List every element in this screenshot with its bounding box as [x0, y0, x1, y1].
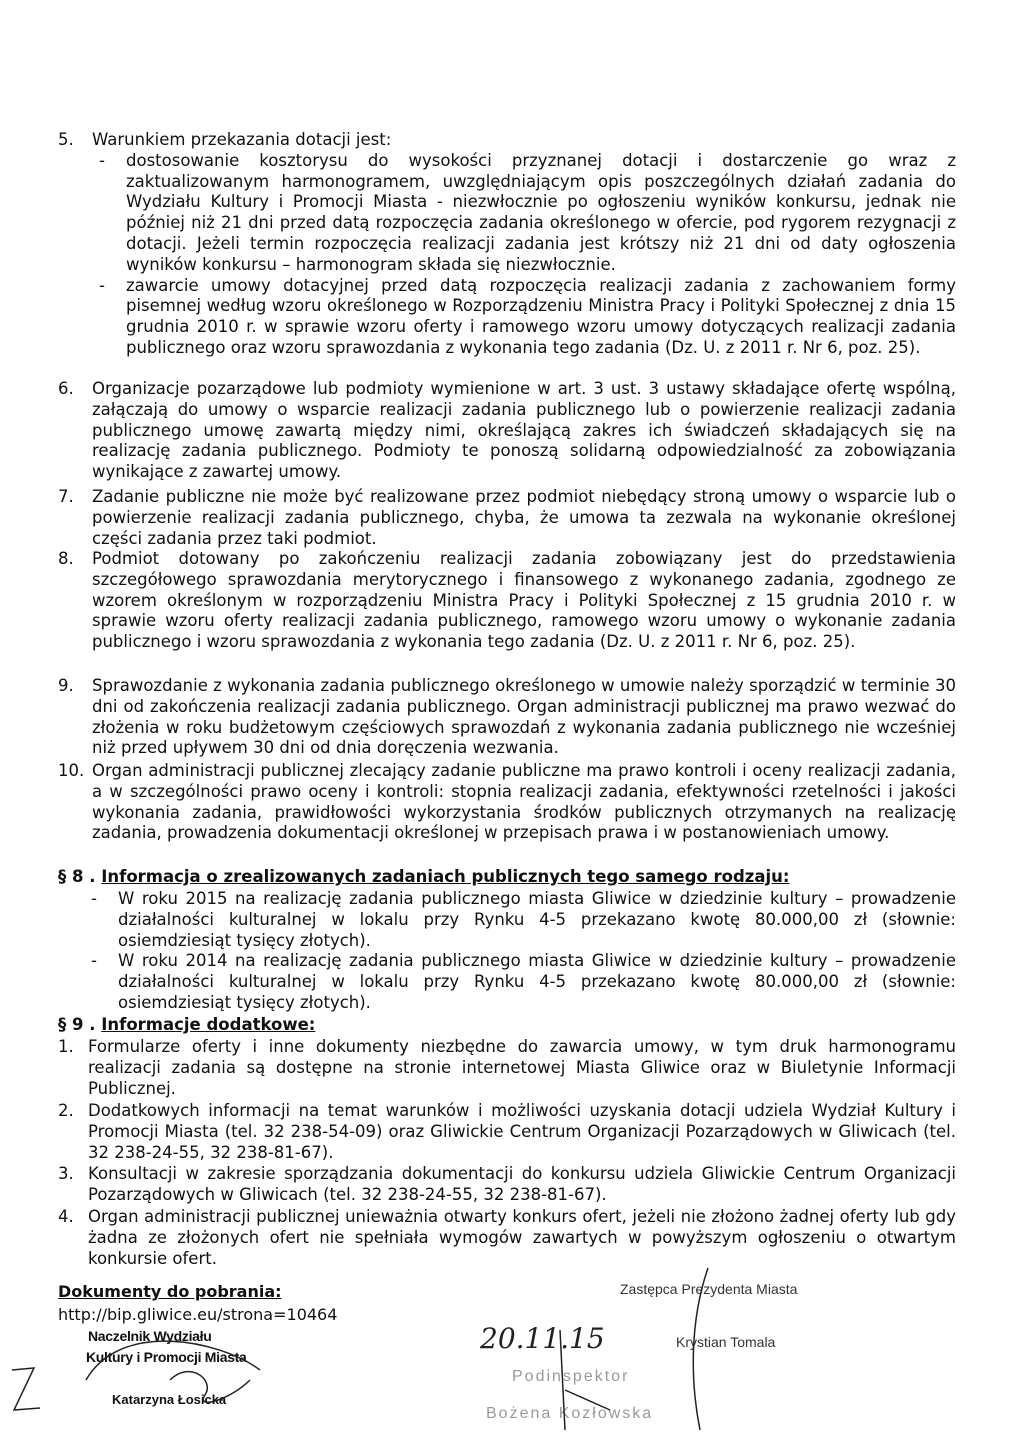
item-text: Sprawozdanie z wykonania zadania publicznego określonego w umowie należy sporządzić w terminie 30 dni od zakończenia realizacji zadania publicznego. Organ administracji publicznej ma prawo wezwać do złożenia w roku budżetowym częściowych sprawozdań z wykonania zadania publicznego nie wcześniej niż przed upływem 30 dni od dnia doręczenia wezwania.	[92, 676, 956, 758]
stamp-faded-line1: Podinspektor	[512, 1368, 630, 1385]
item-6	[58, 379, 956, 483]
right-signature	[560, 1268, 708, 1430]
item-number: 9.	[58, 676, 74, 695]
section-mark: § 9 .	[58, 1015, 96, 1034]
stamp-left-line2: Kultury i Promocji Miasta	[86, 1349, 247, 1365]
dash-marker: -	[91, 951, 97, 971]
item-number: 2.	[58, 1101, 74, 1120]
item-text: Organizacje pozarządowe lub podmioty wymienione w art. 3 ust. 3 ustawy składające ofertę wspólną, załączają do umowy o wsparcie realizacji zadania publicznego lub o powierzenie realizacji zadania publicznego umowę zawartą między nimi, określającą zakres ich świadczeń składających się na realizację zadania publicznego. Podmioty te ponoszą solidarną odpowiedzialność za zobowiązania wynikające z zawartej umowy.	[92, 379, 956, 482]
bullet-2	[91, 951, 956, 1013]
item-text: Zadanie publiczne nie może być realizowane przez podmiot niebędący stroną umowy o wsparcie lub o powierzenie realizacji zadania publicznego, chyba, że umowa ta zezwala na wykonanie określonej części zadania przez taki podmiot.	[92, 487, 956, 548]
item-8	[58, 549, 956, 653]
stamp-right-title: Zastępca Prezydenta Miasta	[620, 1281, 798, 1297]
dash-marker: -	[99, 150, 105, 170]
section-9-heading	[58, 1015, 315, 1034]
downloads-link[interactable]: http://bip.gliwice.eu/strona=10464	[58, 1305, 338, 1324]
item-number: 8.	[58, 549, 74, 568]
stamp-left-name: Katarzyna Łosicka	[112, 1392, 227, 1407]
bullet-2	[99, 275, 956, 359]
dash-marker: -	[91, 889, 97, 908]
section-9-item-3	[58, 1164, 956, 1206]
item-text: Formularze oferty i inne dokumenty niezbędne do zawarcia umowy, w tym druk harmonogramu realizacji zadania są dostępne na stronie internetowej Miasta Gliwice oraz w Biuletynie Informacji Publicznej.	[88, 1037, 956, 1098]
item-number: 10.	[58, 761, 85, 780]
dash-marker: -	[99, 275, 105, 295]
bullet-1	[91, 889, 956, 951]
section-8-bullets	[58, 889, 956, 1014]
bullet-text: dostosowanie kosztorysu do wysokości przyznanej dotacji i dostarczenie go wraz z zaktualizowanym harmonogramem, uwzględniającym opis poszczególnych działań zadania do Wydziału Kultury i Promocji Miasta - niezwłocznie po ogłoszeniu wyników konkursu, jednak nie później niż 21 dni przed datą rozpoczęcia zadania określonego w ofercie, pod rygorem rezygnacji z dotacji. Jeżeli termin rozpoczęcia realizacji zadania jest krótszy niż 21 dni od daty ogłoszenia wyników konkursu – harmonogram składa się niezwłocznie.	[126, 150, 956, 274]
signatures-graphic	[0, 1260, 1024, 1439]
stamp-left-line1: Naczelnik Wydziału	[88, 1328, 212, 1344]
section-8-heading	[58, 867, 790, 886]
item-lead: Warunkiem przekazania dotacji jest:	[92, 130, 392, 149]
section-title: Informacje dodatkowe:	[101, 1015, 316, 1034]
section-9-item-1	[58, 1037, 956, 1099]
item-text: Podmiot dotowany po zakończeniu realizacji zadania zobowiązany jest do przedstawienia szczegółowego sprawozdania merytorycznego i finansowego z wykonanego zadania, zgodnego ze wzorem określonym w rozporządzeniu Ministra Pracy i Polityki Społecznej z 15 grudnia 2010 r. w sprawie wzoru oferty realizacji zadania publicznego, ramowego wzoru umowy o wykonanie zadania publicznego i wzoru sprawozdania z wykonania tego zadania (Dz. U. z 2011 r. Nr 6, poz. 25).	[92, 549, 956, 652]
item-10	[58, 761, 956, 844]
downloads-label: Dokumenty do pobrania:	[58, 1282, 282, 1301]
item-7	[58, 487, 956, 549]
item-number: 6.	[58, 379, 74, 398]
item-9	[58, 676, 956, 759]
stamp-right-name: Krystian Tomala	[676, 1334, 776, 1350]
section-title: Informacja o zrealizowanych zadaniach publicznych tego samego rodzaju:	[101, 867, 790, 886]
item-number: 7.	[58, 487, 74, 506]
item-number: 4.	[58, 1207, 74, 1226]
bullet-1	[99, 150, 956, 276]
bullet-text: zawarcie umowy dotacyjnej przed datą rozpoczęcia realizacji zadania z zachowaniem formy pisemnej według wzoru określonego w Rozporządzeniu Ministra Pracy i Polityki Społecznej z dnia 15 grudnia 2010 r. w sprawie wzoru oferty i ramowego wzoru umowy dotyczących realizacji zadania publicznego oraz wzoru sprawozdania z wykonania tego zadania (Dz. U. z 2011 r. Nr 6, poz. 25).	[126, 275, 956, 357]
left-signature	[86, 1341, 260, 1402]
item-text: Dodatkowych informacji na temat warunków i możliwości uzyskania dotacji udziela Wydział Kultury i Promocji Miasta (tel. 32 238-54-09) oraz Gliwickie Centrum Organizacji Pozarządowych w Gliwicach (tel. 32 238-24-55, 32 238-81-67).	[88, 1101, 956, 1162]
bullet-text: W roku 2014 na realizację zadania publicznego miasta Gliwice w dziedzinie kultury – prowadzenie działalności kulturalnej w lokalu przy Rynku 4-5 przekazano kwotę 80.000,00 zł (słownie: osiemdziesiąt tysięcy złotych).	[118, 951, 956, 1012]
stamp-faded-line2: Bożena Kozłowska	[486, 1405, 654, 1422]
item-number: 1.	[58, 1037, 74, 1056]
item-number: 5.	[58, 130, 74, 149]
handwritten-date: 20.11.15	[480, 1322, 605, 1355]
margin-mark	[12, 1368, 40, 1410]
section-mark: § 8 .	[58, 867, 96, 886]
item-text: Organ administracji publicznej unieważnia otwarty konkurs ofert, jeżeli nie złożono żadnej oferty lub gdy żadna ze złożonych ofert nie spełniała wymogów zawartych w powyższym ogłoszeniu o otwartym konkursie ofert.	[88, 1207, 956, 1268]
item-number: 3.	[58, 1164, 74, 1183]
item-text: Organ administracji publicznej zlecający zadanie publiczne ma prawo kontroli i oceny realizacji zadania, a w szczególności prawo oceny i kontroli: stopnia realizacji zadania, efektywności rzetelności i jakości wykonania zadania, prawidłowości wykorzystania środków publicznych otrzymanych na realizację zadania, prowadzenia dokumentacji określonej w przepisach prawa i w postanowieniach umowy.	[92, 761, 956, 843]
item-5	[58, 130, 956, 359]
section-9-item-2	[58, 1101, 956, 1163]
bullet-text: W roku 2015 na realizację zadania publicznego miasta Gliwice w dziedzinie kultury – prowadzenie działalności kulturalnej w lokalu przy Rynku 4-5 przekazano kwotę 80.000,00 zł (słownie: osiemdziesiąt tysięcy złotych).	[118, 889, 956, 950]
item-text: Konsultacji w zakresie sporządzania dokumentacji do konkursu udziela Gliwickie Centrum Organizacji Pozarządowych w Gliwicach (tel. 32 238-24-55, 32 238-81-67).	[88, 1164, 956, 1204]
